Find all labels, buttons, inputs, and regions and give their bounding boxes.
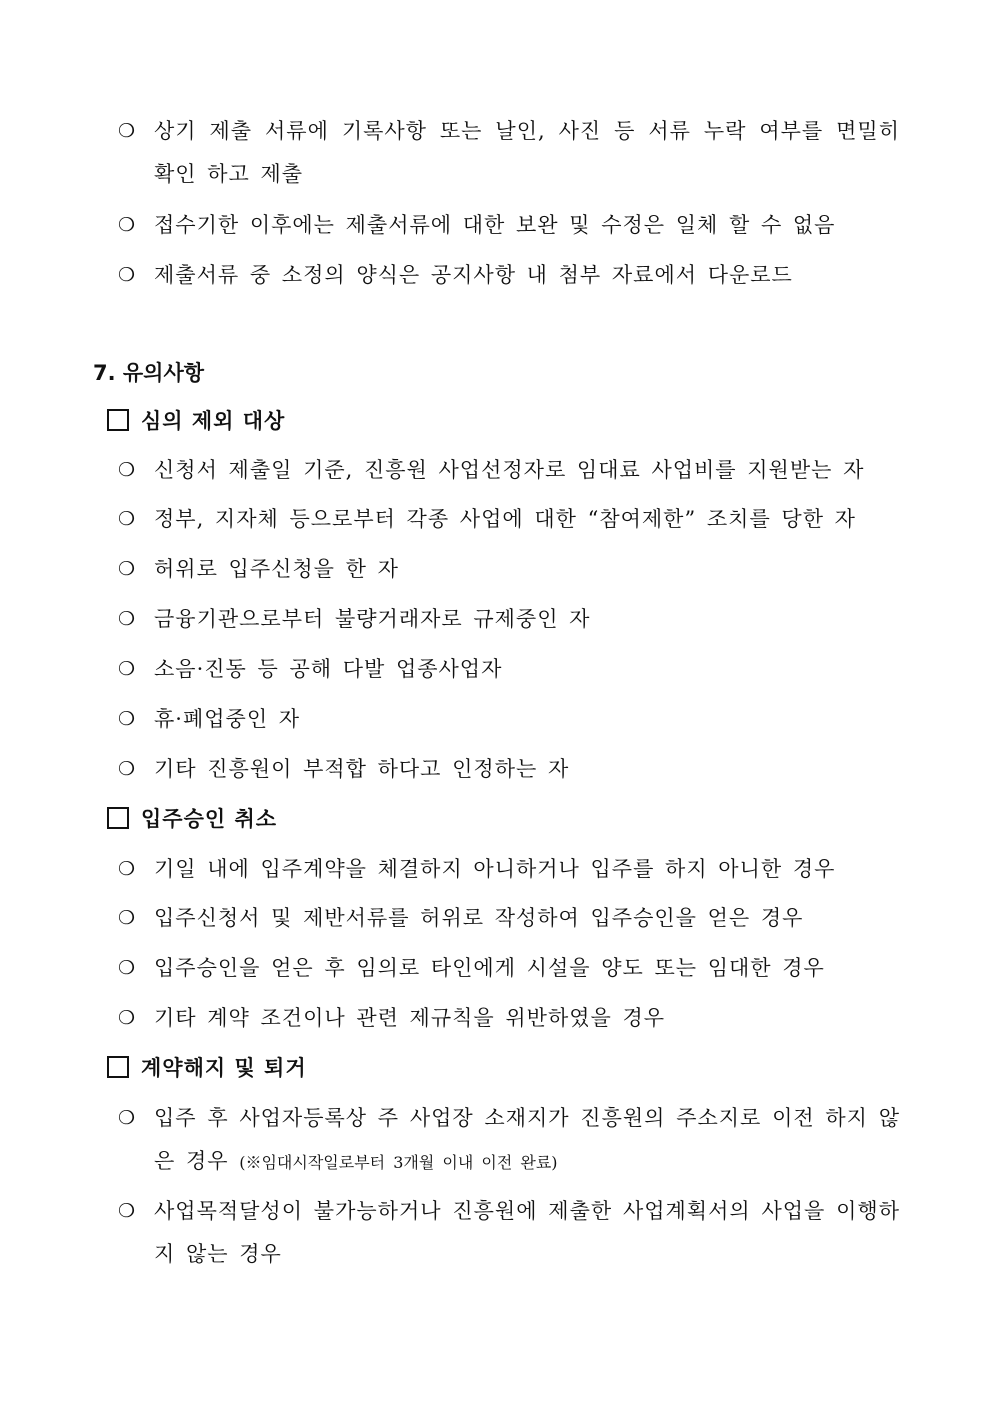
circle-bullet-icon: ❍ xyxy=(118,1007,136,1029)
section-title: 7. 유의사항 xyxy=(93,361,205,385)
list-item xyxy=(118,748,900,791)
list-item-text: 기타 진흥원이 부적합 하다고 인정하는 자 xyxy=(154,757,570,781)
circle-bullet-icon: ❍ xyxy=(118,1200,136,1222)
list-item-text: 사업목적달성이 불가능하거나 진흥원에 제출한 사업계획서의 사업을 이행하지 않는 경우 xyxy=(154,1199,900,1266)
square-box-icon xyxy=(107,1056,129,1078)
list-item xyxy=(118,110,900,196)
subsection-heading xyxy=(107,1053,992,1083)
footnote-text: (※임대시작일로부터 3개월 이내 이전 완료) xyxy=(239,1153,558,1172)
circle-bullet-icon: ❍ xyxy=(118,858,136,880)
list-item xyxy=(118,897,900,940)
circle-bullet-icon: ❍ xyxy=(118,708,136,730)
circle-bullet-icon: ❍ xyxy=(118,459,136,481)
list-item-text: 입주승인을 얻은 후 임의로 타인에게 시설을 양도 또는 임대한 경우 xyxy=(154,956,825,980)
list-item xyxy=(118,648,900,691)
list-item xyxy=(118,548,900,591)
subsection-heading xyxy=(107,406,992,436)
list-item-text: 기일 내에 입주계약을 체결하지 아니하거나 입주를 하지 아니한 경우 xyxy=(154,857,836,881)
list-item-text: 입주신청서 및 제반서류를 허위로 작성하여 입주승인을 얻은 경우 xyxy=(154,906,804,930)
list-item xyxy=(118,598,900,641)
circle-bullet-icon: ❍ xyxy=(118,214,136,236)
circle-bullet-icon: ❍ xyxy=(118,508,136,530)
list-item-body: 입주 후 사업자등록상 주 사업장 소재지가 진흥원의 주소지로 이전 하지 않은 경우 xyxy=(154,1106,900,1173)
list-item-text: 허위로 입주신청을 한 자 xyxy=(154,557,399,581)
list-item-text: 정부, 지자체 등으로부터 각종 사업에 대한 “참여제한” 조치를 당한 자 xyxy=(154,507,856,531)
circle-bullet-icon: ❍ xyxy=(118,907,136,929)
list-item-text: 상기 제출 서류에 기록사항 또는 날인, 사진 등 서류 누락 여부를 면밀히 확인 하고 제출 xyxy=(154,119,900,186)
subsection-heading-text: 입주승인 취소 xyxy=(141,807,278,831)
list-item-text: 접수기한 이후에는 제출서류에 대한 보완 및 수정은 일체 할 수 없음 xyxy=(154,213,836,237)
list-item xyxy=(118,498,900,541)
list-item xyxy=(118,204,900,247)
circle-bullet-icon: ❍ xyxy=(118,1107,136,1129)
list-item xyxy=(118,947,900,990)
list-item xyxy=(118,1097,900,1184)
circle-bullet-icon: ❍ xyxy=(118,758,136,780)
square-box-icon xyxy=(107,807,129,829)
list-item xyxy=(118,1190,900,1276)
list-item xyxy=(118,254,900,297)
list-item-text xyxy=(118,1097,900,1184)
circle-bullet-icon: ❍ xyxy=(118,957,136,979)
list-item xyxy=(118,997,900,1040)
circle-bullet-icon: ❍ xyxy=(118,558,136,580)
list-item xyxy=(118,848,900,891)
list-item-text: 기타 계약 조건이나 관련 제규칙을 위반하였을 경우 xyxy=(154,1006,666,1030)
circle-bullet-icon: ❍ xyxy=(118,264,136,286)
list-item-text: 휴·폐업중인 자 xyxy=(154,707,301,731)
subsection-heading xyxy=(107,804,992,834)
list-item xyxy=(118,698,900,741)
circle-bullet-icon: ❍ xyxy=(118,658,136,680)
list-item-text: 소음·진동 등 공해 다발 업종사업자 xyxy=(154,657,503,681)
circle-bullet-icon: ❍ xyxy=(118,608,136,630)
subsection-heading-text: 심의 제외 대상 xyxy=(141,409,286,433)
circle-bullet-icon: ❍ xyxy=(118,120,136,142)
list-item-text: 제출서류 중 소정의 양식은 공지사항 내 첨부 자료에서 다운로드 xyxy=(154,263,793,287)
list-item-text: 신청서 제출일 기준, 진흥원 사업선정자로 임대료 사업비를 지원받는 자 xyxy=(154,458,865,482)
subsection-heading-text: 계약해지 및 퇴거 xyxy=(141,1056,307,1080)
list-item-text: 금융기관으로부터 불량거래자로 규제중인 자 xyxy=(154,607,591,631)
list-item xyxy=(118,449,900,492)
square-box-icon xyxy=(107,409,129,431)
